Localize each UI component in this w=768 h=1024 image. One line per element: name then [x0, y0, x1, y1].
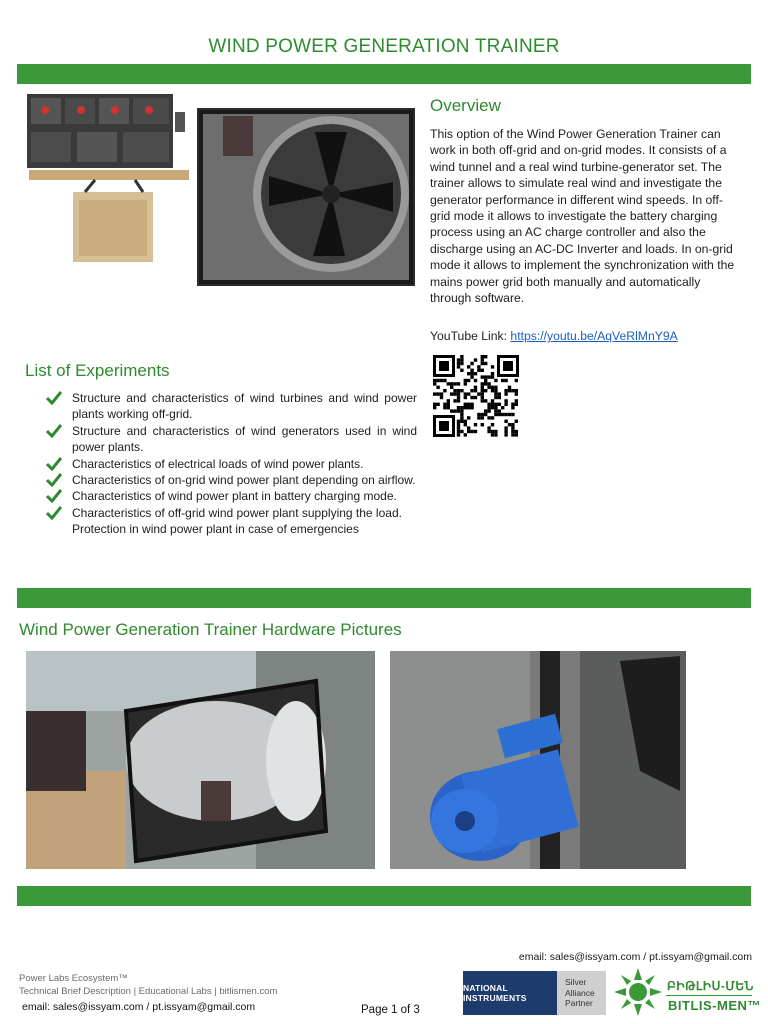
qr-module [433, 406, 436, 409]
qr-module [457, 365, 460, 368]
bitlis-men-emblem-icon [612, 966, 664, 1018]
green-divider-bottom [17, 886, 751, 906]
experiment-item [46, 423, 417, 456]
experiment-text: Characteristics of wind power plant in battery charging mode. [72, 489, 397, 504]
qr-module [491, 430, 494, 433]
qr-module [470, 430, 473, 433]
qr-module [447, 406, 450, 409]
footer-brief: Technical Brief Description | Educational Labs | bitlismen.com [19, 986, 278, 997]
qr-module [460, 389, 463, 392]
qr-module [487, 430, 490, 433]
qr-module [484, 409, 487, 412]
bitlis-men-armenian-logo: ԲԻԹԼԻՍ-ՄԵՆ [667, 979, 754, 993]
qr-module [467, 403, 470, 406]
qr-module [433, 392, 436, 395]
experiments-list [46, 390, 417, 538]
qr-module [467, 379, 470, 382]
qr-module [498, 403, 501, 406]
qr-module [460, 420, 463, 423]
experiment-text: Protection in wind power plant in case of emergencies [72, 522, 359, 537]
green-divider-top [17, 64, 751, 84]
qr-module [504, 399, 507, 402]
qr-module [515, 403, 518, 406]
qr-module [511, 423, 514, 426]
qr-module [494, 389, 497, 392]
qr-module [443, 406, 446, 409]
hardware-photo-tunnel [26, 651, 375, 869]
qr-module [464, 396, 467, 399]
qr-module [464, 433, 467, 436]
qr-module [474, 386, 477, 389]
page-title: WIND POWER GENERATION TRAINER [208, 36, 560, 57]
experiment-text: Structure and characteristics of wind generators used in wind power plants. [72, 423, 417, 455]
qr-module [494, 386, 497, 389]
qr-module [481, 382, 484, 385]
qr-module [460, 362, 463, 365]
qr-module [508, 413, 511, 416]
qr-module [491, 416, 494, 419]
qr-module [511, 389, 514, 392]
qr-module [436, 386, 439, 389]
qr-module [481, 416, 484, 419]
qr-module [457, 430, 460, 433]
qr-module [470, 362, 473, 365]
qr-module [457, 396, 460, 399]
qr-module [487, 375, 490, 378]
qr-module [515, 433, 518, 436]
qr-module [457, 358, 460, 361]
qr-module [477, 416, 480, 419]
qr-module [457, 362, 460, 365]
qr-module [457, 409, 460, 412]
qr-module [481, 369, 484, 372]
qr-module [474, 430, 477, 433]
qr-module [491, 365, 494, 368]
qr-module [504, 389, 507, 392]
qr-module [511, 403, 514, 406]
qr-module [504, 392, 507, 395]
hardware-heading: Wind Power Generation Trainer Hardware Pictures [19, 620, 402, 639]
qr-module [474, 396, 477, 399]
checkmark-icon [46, 473, 62, 487]
qr-module [467, 365, 470, 368]
qr-module [484, 389, 487, 392]
qr-module [464, 403, 467, 406]
qr-module [474, 423, 477, 426]
youtube-label: YouTube Link: [430, 329, 511, 343]
experiment-item [46, 390, 417, 423]
qr-module [484, 355, 487, 358]
qr-module [470, 403, 473, 406]
qr-module [508, 423, 511, 426]
experiment-item [46, 472, 417, 488]
qr-module [470, 369, 473, 372]
footer-ecosystem: Power Labs Ecosystem™ [19, 973, 128, 984]
qr-module [450, 409, 453, 412]
qr-module [481, 396, 484, 399]
qr-module [487, 382, 490, 385]
qr-module [491, 372, 494, 375]
qr-module [457, 392, 460, 395]
qr-module [484, 413, 487, 416]
qr-module [504, 379, 507, 382]
qr-module [460, 358, 463, 361]
experiments-heading: List of Experiments [25, 361, 170, 380]
qr-module [447, 399, 450, 402]
trainer-product-image [25, 92, 417, 288]
footer-email-left: email: sales@issyam.com / pt.issyam@gmail.com [22, 1001, 256, 1013]
qr-module [464, 423, 467, 426]
qr-module [494, 409, 497, 412]
ni-partner-line: Silver [565, 977, 587, 987]
qr-module [487, 406, 490, 409]
qr-module [477, 392, 480, 395]
qr-module [460, 430, 463, 433]
qr-module [494, 379, 497, 382]
qr-module [491, 386, 494, 389]
qr-module [498, 396, 501, 399]
youtube-link[interactable]: https://youtu.be/AqVeRlMnY9A [510, 329, 678, 343]
qr-module [481, 375, 484, 378]
qr-module [481, 362, 484, 365]
qr-module [491, 389, 494, 392]
qr-module [457, 433, 460, 436]
qr-module [457, 423, 460, 426]
logo-divider [666, 995, 752, 996]
qr-module [501, 406, 504, 409]
qr-module [440, 396, 443, 399]
qr-module [460, 369, 463, 372]
qr-module [457, 382, 460, 385]
qr-module [467, 426, 470, 429]
ni-partner-line: Alliance [565, 987, 595, 998]
experiment-item [46, 505, 417, 521]
qr-module [515, 392, 518, 395]
qr-module [433, 403, 436, 406]
qr-module [508, 389, 511, 392]
qr-module [467, 392, 470, 395]
qr-module [460, 355, 463, 358]
qr-module [447, 403, 450, 406]
qr-module [436, 392, 439, 395]
qr-module [498, 392, 501, 395]
checkmark-icon [46, 424, 62, 438]
experiment-item-unchecked [46, 521, 417, 537]
qr-module [491, 423, 494, 426]
qr-module [460, 416, 463, 419]
qr-module [511, 426, 514, 429]
experiment-text: Characteristics of on-grid wind power plant depending on airflow. [72, 473, 416, 488]
qr-module [504, 433, 507, 436]
qr-module [504, 420, 507, 423]
qr-module [487, 416, 490, 419]
qr-module [484, 379, 487, 382]
qr-module [433, 379, 436, 382]
qr-module [467, 372, 470, 375]
qr-module [460, 413, 463, 416]
ni-partner-badge [557, 971, 606, 1015]
qr-module [511, 433, 514, 436]
checkmark-icon [46, 506, 62, 520]
qr-module [447, 382, 450, 385]
qr-module [508, 386, 511, 389]
qr-module [464, 420, 467, 423]
footer-email-right: email: sales@issyam.com / pt.issyam@gmail.com [518, 951, 752, 963]
checkmark-icon [46, 489, 62, 503]
qr-module [501, 379, 504, 382]
qr-module [457, 406, 460, 409]
qr-module [494, 430, 497, 433]
qr-module [487, 409, 490, 412]
qr-module [498, 409, 501, 412]
qr-module [511, 413, 514, 416]
page-number: Page 1 of 3 [361, 1004, 420, 1016]
qr-module [494, 396, 497, 399]
qr-module [515, 430, 518, 433]
qr-module [504, 403, 507, 406]
qr-module [494, 413, 497, 416]
qr-module [464, 392, 467, 395]
qr-module [467, 406, 470, 409]
qr-module [477, 413, 480, 416]
qr-module [515, 389, 518, 392]
qr-module [474, 358, 477, 361]
qr-module [484, 382, 487, 385]
qr-module [450, 386, 453, 389]
qr-module [457, 399, 460, 402]
qr-module [453, 389, 456, 392]
qr-module [504, 430, 507, 433]
qr-module [464, 382, 467, 385]
qr-module [481, 355, 484, 358]
qr-module [481, 423, 484, 426]
qr-module [481, 386, 484, 389]
qr-module [436, 379, 439, 382]
qr-module [494, 392, 497, 395]
qr-module [491, 433, 494, 436]
qr-module [457, 389, 460, 392]
qr-module [470, 375, 473, 378]
qr-module [481, 389, 484, 392]
qr-module [443, 389, 446, 392]
qr-module [470, 396, 473, 399]
hardware-photo-motor [390, 651, 686, 869]
qr-module [494, 433, 497, 436]
qr-module [501, 413, 504, 416]
qr-module [494, 406, 497, 409]
ni-partner-line: Partner [565, 998, 593, 1008]
qr-module [457, 426, 460, 429]
qr-module [467, 430, 470, 433]
qr-module [481, 392, 484, 395]
qr-module [498, 413, 501, 416]
qr-module [433, 382, 436, 385]
youtube-link-line [430, 329, 750, 343]
qr-module [460, 409, 463, 412]
qr-module [440, 379, 443, 382]
qr-module [460, 406, 463, 409]
bitlis-men-latin-logo: BITLIS-MEN™ [668, 998, 761, 1013]
qr-module [491, 406, 494, 409]
ni-logo-text: NATIONAL INSTRUMENTS [463, 983, 527, 1003]
qr-module [474, 372, 477, 375]
qr-module [474, 389, 477, 392]
qr-module [511, 406, 514, 409]
experiment-text: Characteristics of off-grid wind power plant supplying the load. [72, 505, 402, 520]
qr-module [515, 420, 518, 423]
qr-module [443, 403, 446, 406]
qr-module [470, 389, 473, 392]
experiment-text: Structure and characteristics of wind turbines and wind power plants working off-grid. [72, 391, 417, 422]
qr-module [453, 409, 456, 412]
experiment-text: Characteristics of electrical loads of wind power plants. [72, 456, 364, 471]
qr-module [474, 379, 477, 382]
green-divider-middle [17, 588, 751, 608]
qr-module [440, 392, 443, 395]
qr-module [457, 420, 460, 423]
experiment-item [46, 456, 417, 472]
qr-module [504, 426, 507, 429]
qr-module [436, 403, 439, 406]
qr-module [481, 413, 484, 416]
checkmark-icon [46, 391, 62, 405]
qr-module [477, 369, 480, 372]
qr-module [504, 413, 507, 416]
qr-module [515, 399, 518, 402]
qr-module [464, 379, 467, 382]
qr-module [477, 365, 480, 368]
national-instruments-logo [463, 971, 557, 1015]
experiment-item [46, 488, 417, 504]
qr-module [487, 426, 490, 429]
qr-module [453, 392, 456, 395]
qr-module [484, 375, 487, 378]
qr-module [494, 403, 497, 406]
qr-module [464, 406, 467, 409]
overview-heading: Overview [430, 96, 501, 115]
qr-module [453, 399, 456, 402]
qr-module [481, 399, 484, 402]
qr-module [450, 382, 453, 385]
qr-code-image [432, 354, 520, 438]
qr-module [470, 406, 473, 409]
qr-module [484, 399, 487, 402]
qr-module [491, 375, 494, 378]
qr-module [467, 416, 470, 419]
qr-module [487, 403, 490, 406]
qr-module [453, 382, 456, 385]
qr-module [491, 399, 494, 402]
qr-code[interactable] [432, 354, 520, 438]
overview-body: This option of the Wind Power Generation Trainer can work in both off-grid and on-grid modes. It consists of a wind tunnel and a real wind turbine-generator set. The trainer allows to simulate real wind and investigate the generator performance in different wind speeds. In off-grid mode it allows to investigate the battery charging process using an AC charge controller and also the discharge using an AC-DC Inverter and loads. In on-grid mode it allows to implement the synchronization with the mains power grid both manually and automatically through software. [430, 127, 735, 306]
checkmark-icon [46, 457, 62, 471]
qr-module [481, 358, 484, 361]
qr-module [511, 430, 514, 433]
qr-module [515, 379, 518, 382]
qr-module [450, 392, 453, 395]
qr-module [470, 372, 473, 375]
qr-module [443, 379, 446, 382]
qr-module [491, 403, 494, 406]
qr-module [487, 386, 490, 389]
qr-module [484, 362, 487, 365]
